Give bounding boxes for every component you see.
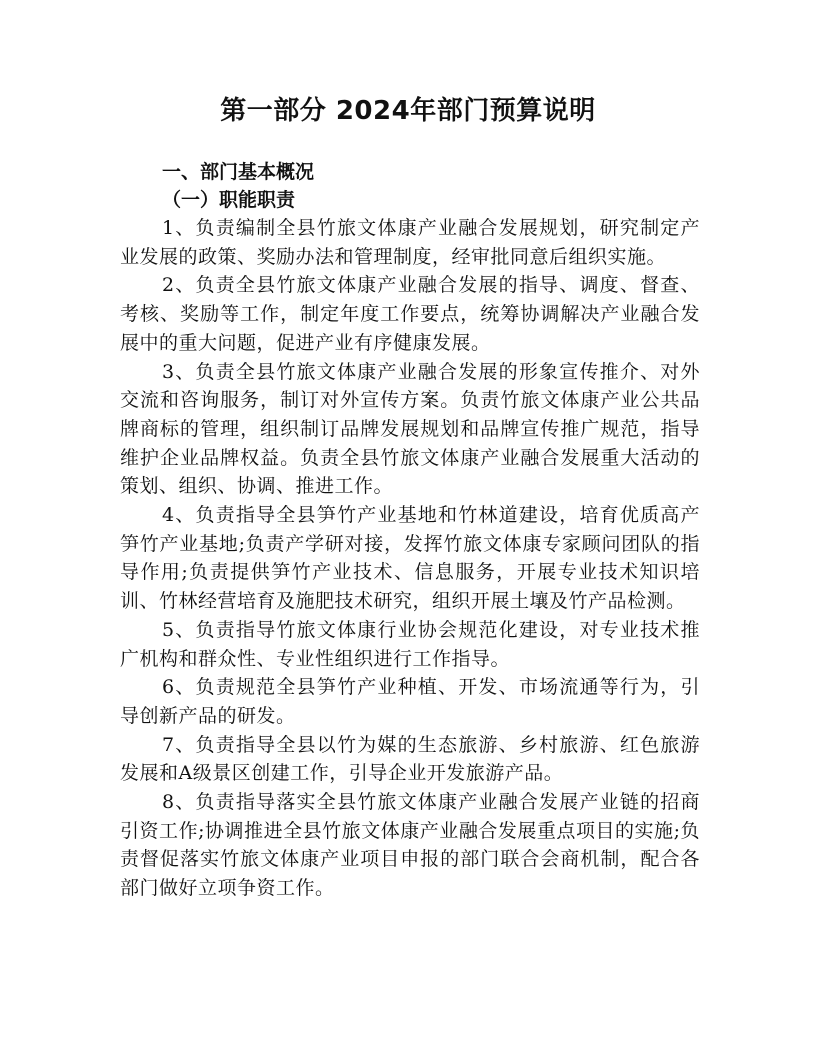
paragraph-8: 8、负责指导落实全县竹旅文体康产业融合发展产业链的招商引资工作;协调推进全县竹旅文体康产业融合发展重点项目的实施;负责督促落实竹旅文体康产业项目申报的部门联合会商机制，配合各部门做好立项争资工作。 [120,791,700,900]
paragraph-6: 6、负责规范全县笋竹产业种植、开发、市场流通等行为，引导创新产品的研发。 [120,676,700,727]
paragraph-2: 2、负责全县竹旅文体康产业融合发展的指导、调度、督查、考核、奖励等工作，制定年度工作要点，统筹协调解决产业融合发展中的重大问题，促进产业有序健康发展。 [120,274,700,354]
subsection-heading: （一）职能职责 [162,189,296,211]
paragraph-5: 5、负责指导竹旅文体康行业协会规范化建设，对专业技术推广机构和群众性、专业性组织进行工作指导。 [120,618,700,670]
paragraph-1: 1、负责编制全县竹旅文体康产业融合发展规划，研究制定产业发展的政策、奖励办法和管理制度，经审批同意后组织实施。 [120,217,700,268]
section-heading: 一、部门基本概况 [162,161,315,183]
paragraph-3: 3、负责全县竹旅文体康产业融合发展的形象宣传推介、对外交流和咨询服务，制订对外宣传方案。负责竹旅文体康产业公共品牌商标的管理，组织制订品牌发展规划和品牌宣传推广规范，指导维护企业品牌权益。负责全县竹旅文体康产业融合发展重大活动的策划、组织、协调、推进工作。 [120,360,700,498]
document-body [120,158,700,903]
paragraph-4: 4、负责指导全县笋竹产业基地和竹林道建设，培育优质高产笋竹产业基地;负责产学研对接，发挥竹旅文体康专家顾问团队的指导作用;负责提供笋竹产业技术、信息服务，开展专业技术知识培训、竹林经营培育及施肥技术研究，组织开展土壤及竹产品检测。 [120,504,700,613]
paragraph-7: 7、负责指导全县以竹为媒的生态旅游、乡村旅游、红色旅游发展和A级景区创建工作，引导企业开发旅游产品。 [120,733,700,785]
document-title: 第一部分 2024年部门预算说明 [220,96,596,126]
